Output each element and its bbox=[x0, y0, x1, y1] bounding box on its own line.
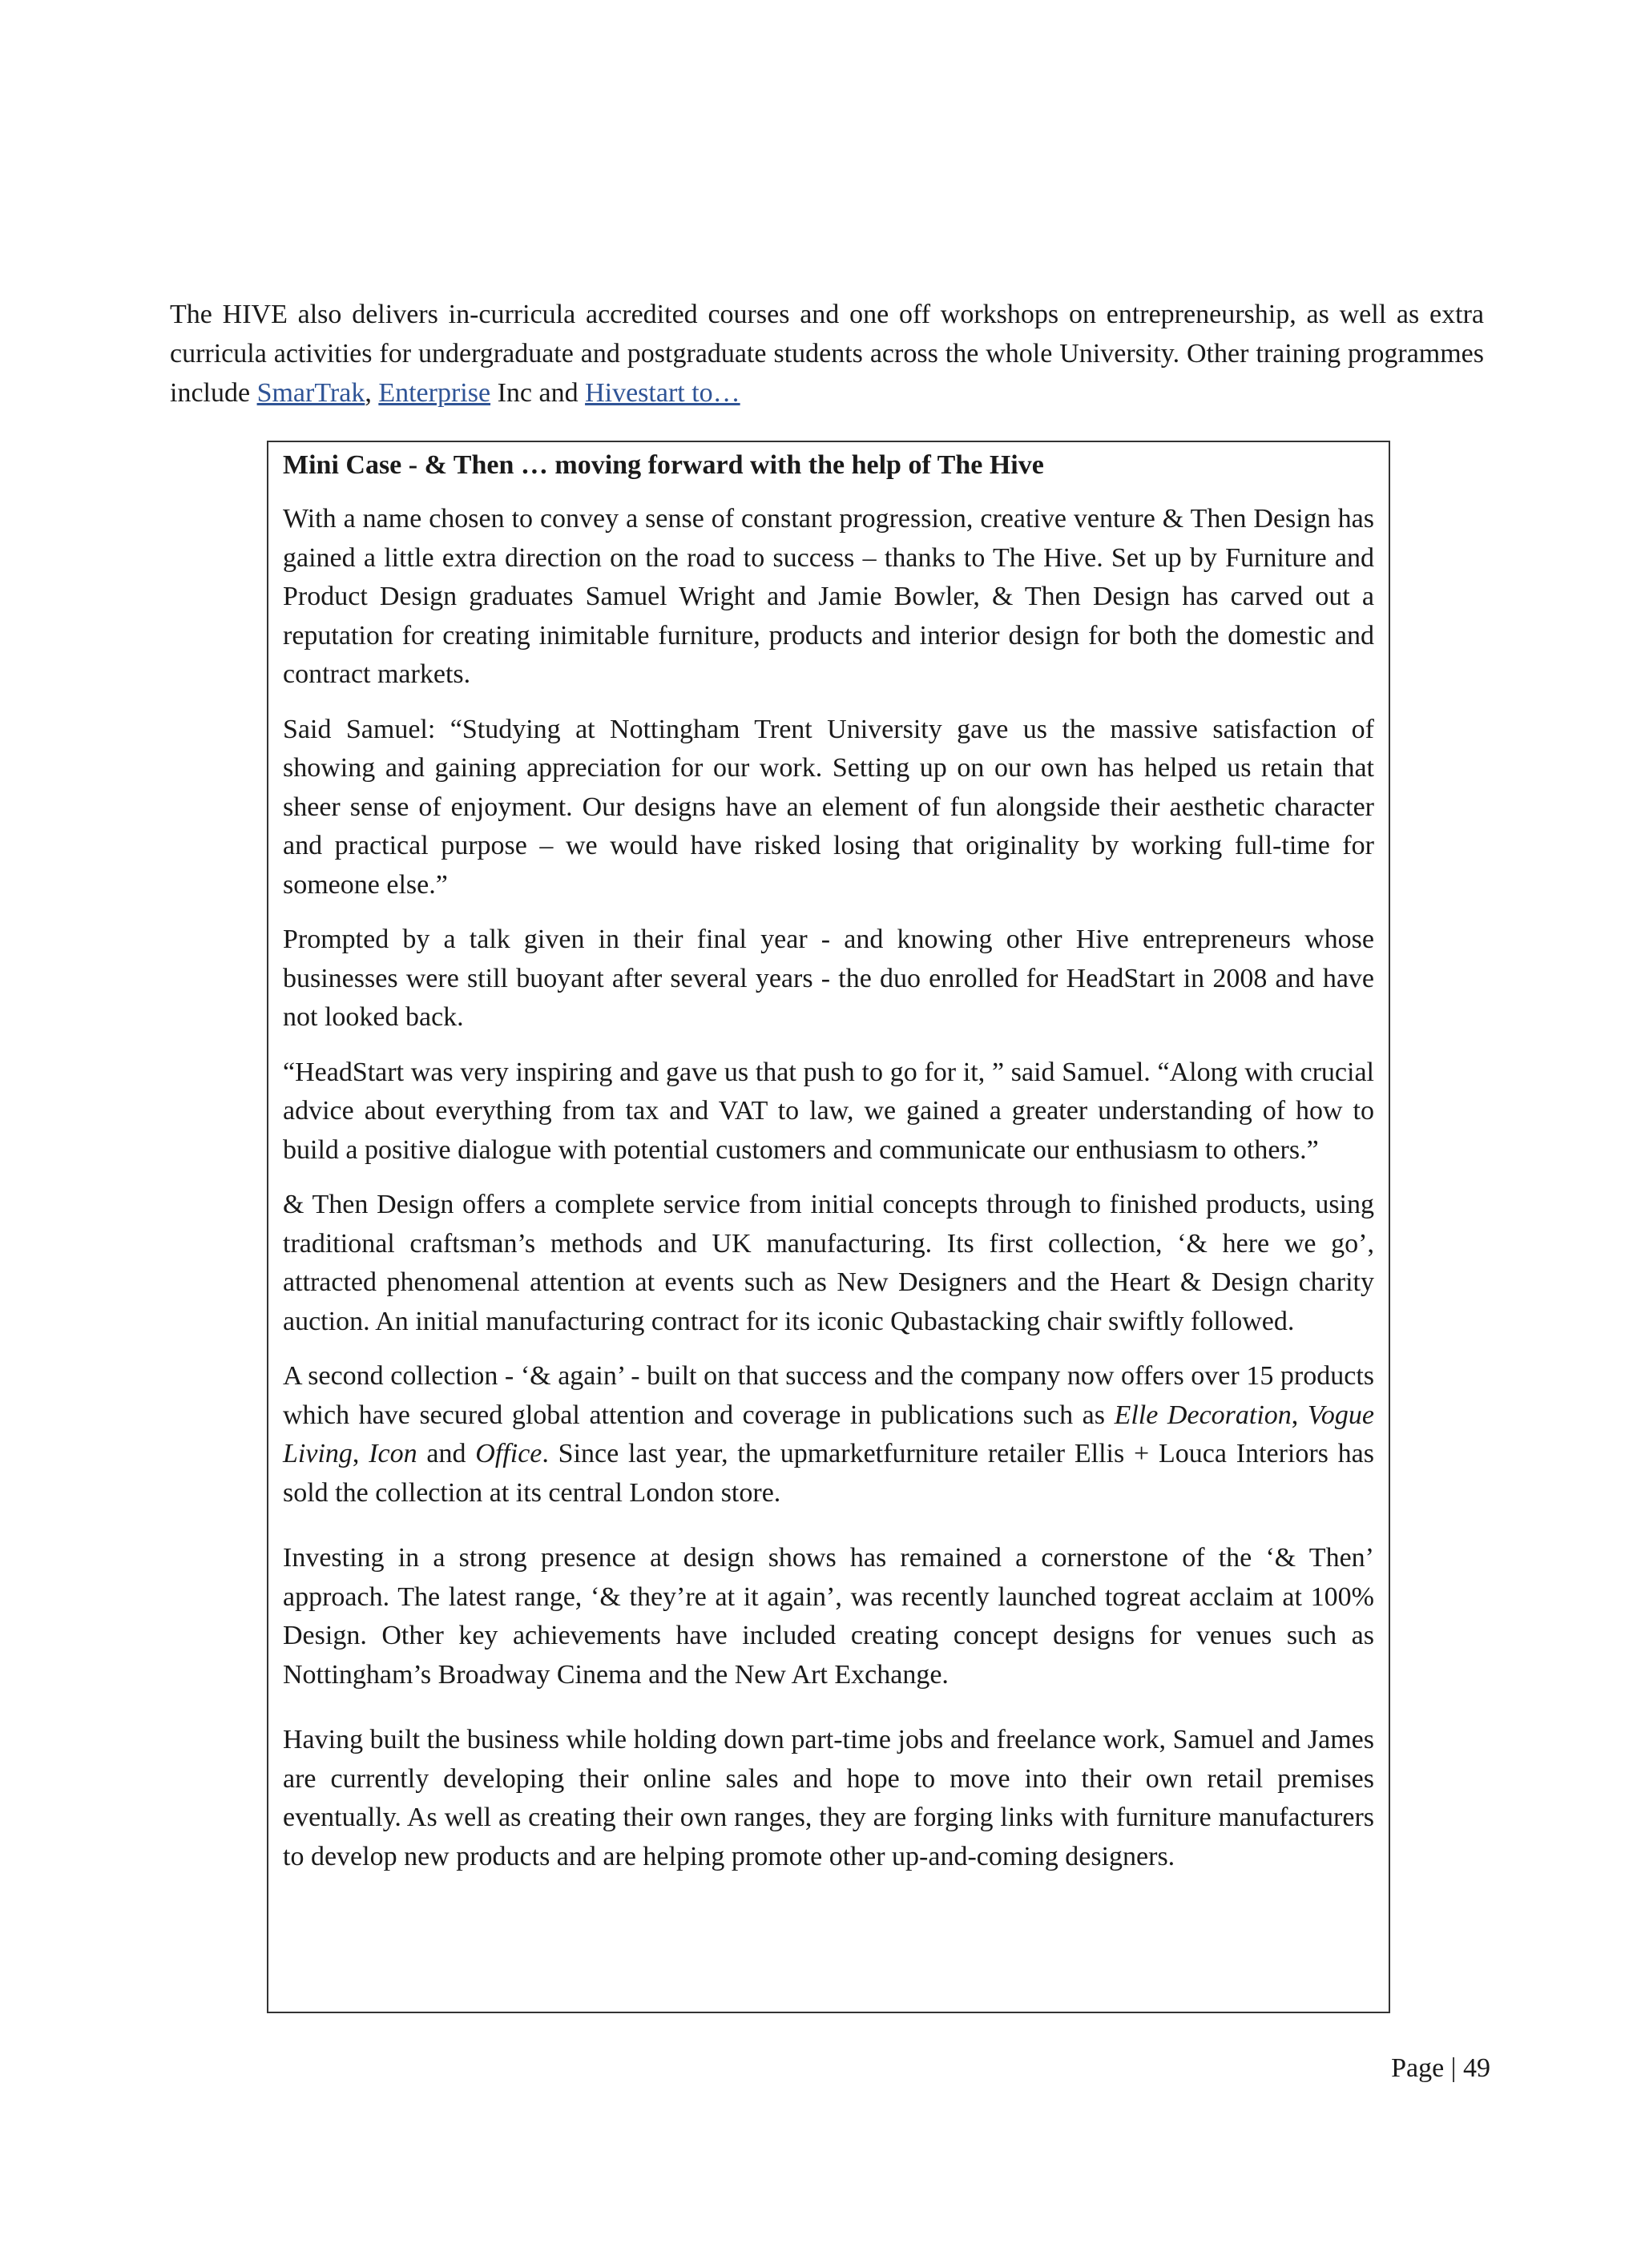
page-number: Page | 49 bbox=[1391, 2053, 1490, 2083]
case-paragraph-1: With a name chosen to convey a sense of constant progression, creative venture & Then Design has gained a little extra direction on the road to success – thanks to The Hive. Set up by Furniture and Product Design graduates Samuel Wright and Jamie Bowler, & Then Design has carved out a reputation for creating inimitable furniture, products and interior design for both the domestic and contract markets. bbox=[283, 504, 1374, 689]
case-p6-text-b: . Since last year, the upmarketfurniture retailer Ellis + Louca Interiors has sold the collection at its central London store. bbox=[283, 1439, 1375, 1508]
publication-elle: Elle Decoration bbox=[1114, 1400, 1292, 1430]
case-paragraph-2: Said Samuel: “Studying at Nottingham Trent University gave us the massive satisfaction of showing and gaining appreciation for our work. Setting up on our own has helped us retain that sheer sense of enjoyment. Our designs have an element of fun alongside their aesthetic character and practical purpose – we would have risked losing that originality by working full-time for someone else.” bbox=[283, 714, 1374, 900]
case-paragraph-4: “HeadStart was very inspiring and gave us that push to go for it, ” said Samuel. “Along with crucial advice about everything from tax and VAT to law, we gained a greater understanding of how to build a positive dialogue with potential customers and communicate our enthusiasm to others.” bbox=[283, 1057, 1374, 1165]
intro-middle-text: Inc and bbox=[490, 378, 586, 408]
enterprise-link[interactable]: Enterprise bbox=[378, 378, 491, 408]
publication-vogue: Vogue Living bbox=[283, 1400, 1374, 1468]
publication-office: Office bbox=[475, 1439, 542, 1468]
case-p6-and: and bbox=[417, 1439, 476, 1468]
case-paragraph-7: Investing in a strong presence at design shows has remained a cornerstone of the ‘& Then’ approach. The latest range, ‘& they’re at it again’, was recently launched togreat acclaim at 100% Design. Other key achievements have included creating concept designs for venues such as Nottingham’s Broadway Cinema and the New Art Exchange. bbox=[283, 1543, 1374, 1690]
intro-separator: , bbox=[365, 378, 379, 408]
case-paragraph-6 bbox=[283, 1357, 1374, 1513]
intro-text: The HIVE also delivers in-curricula accredited courses and one off workshops on entrepreneurship, as well as extra curricula activities for undergraduate and postgraduate students across the whole University. Other training programmes include bbox=[170, 300, 1484, 408]
case-paragraph-5: & Then Design offers a complete service from initial concepts through to finished products, using traditional craftsman’s methods and UK manufacturing. Its first collection, ‘& here we go’, attracted phenomenal attention at events such as New Designers and the Heart & Design charity auction. An initial manufacturing contract for its iconic Qubastacking chair swiftly followed. bbox=[283, 1190, 1374, 1336]
mini-case-box bbox=[267, 441, 1390, 2013]
hivestart-link[interactable]: Hivestart to… bbox=[585, 378, 740, 408]
case-paragraph-8: Having built the business while holding down part-time jobs and freelance work, Samuel and James are currently developing their online sales and hope to move into their own retail premises eventually. As well as creating their own ranges, they are forging links with furniture manufacturers to develop new products and are helping promote other up-and-coming designers. bbox=[283, 1725, 1374, 1871]
publication-icon: Icon bbox=[369, 1439, 417, 1468]
intro-paragraph bbox=[170, 295, 1484, 413]
case-paragraph-3: Prompted by a talk given in their final year - and knowing other Hive entrepreneurs whose businesses were still buoyant after several years - the duo enrolled for HeadStart in 2008 and have not looked back. bbox=[283, 925, 1374, 1032]
case-p6-comma-2: , bbox=[352, 1439, 369, 1468]
case-p6-comma-1: , bbox=[1291, 1400, 1308, 1430]
case-p6-text-a: A second collection - ‘& again’ - built on that success and the company now offers over 15 products which have secured global attention and coverage in publications such as bbox=[283, 1361, 1374, 1430]
smartrak-link[interactable]: SmarTrak bbox=[256, 378, 365, 408]
mini-case-title: Mini Case - & Then … moving forward with the help of The Hive bbox=[283, 450, 1044, 480]
